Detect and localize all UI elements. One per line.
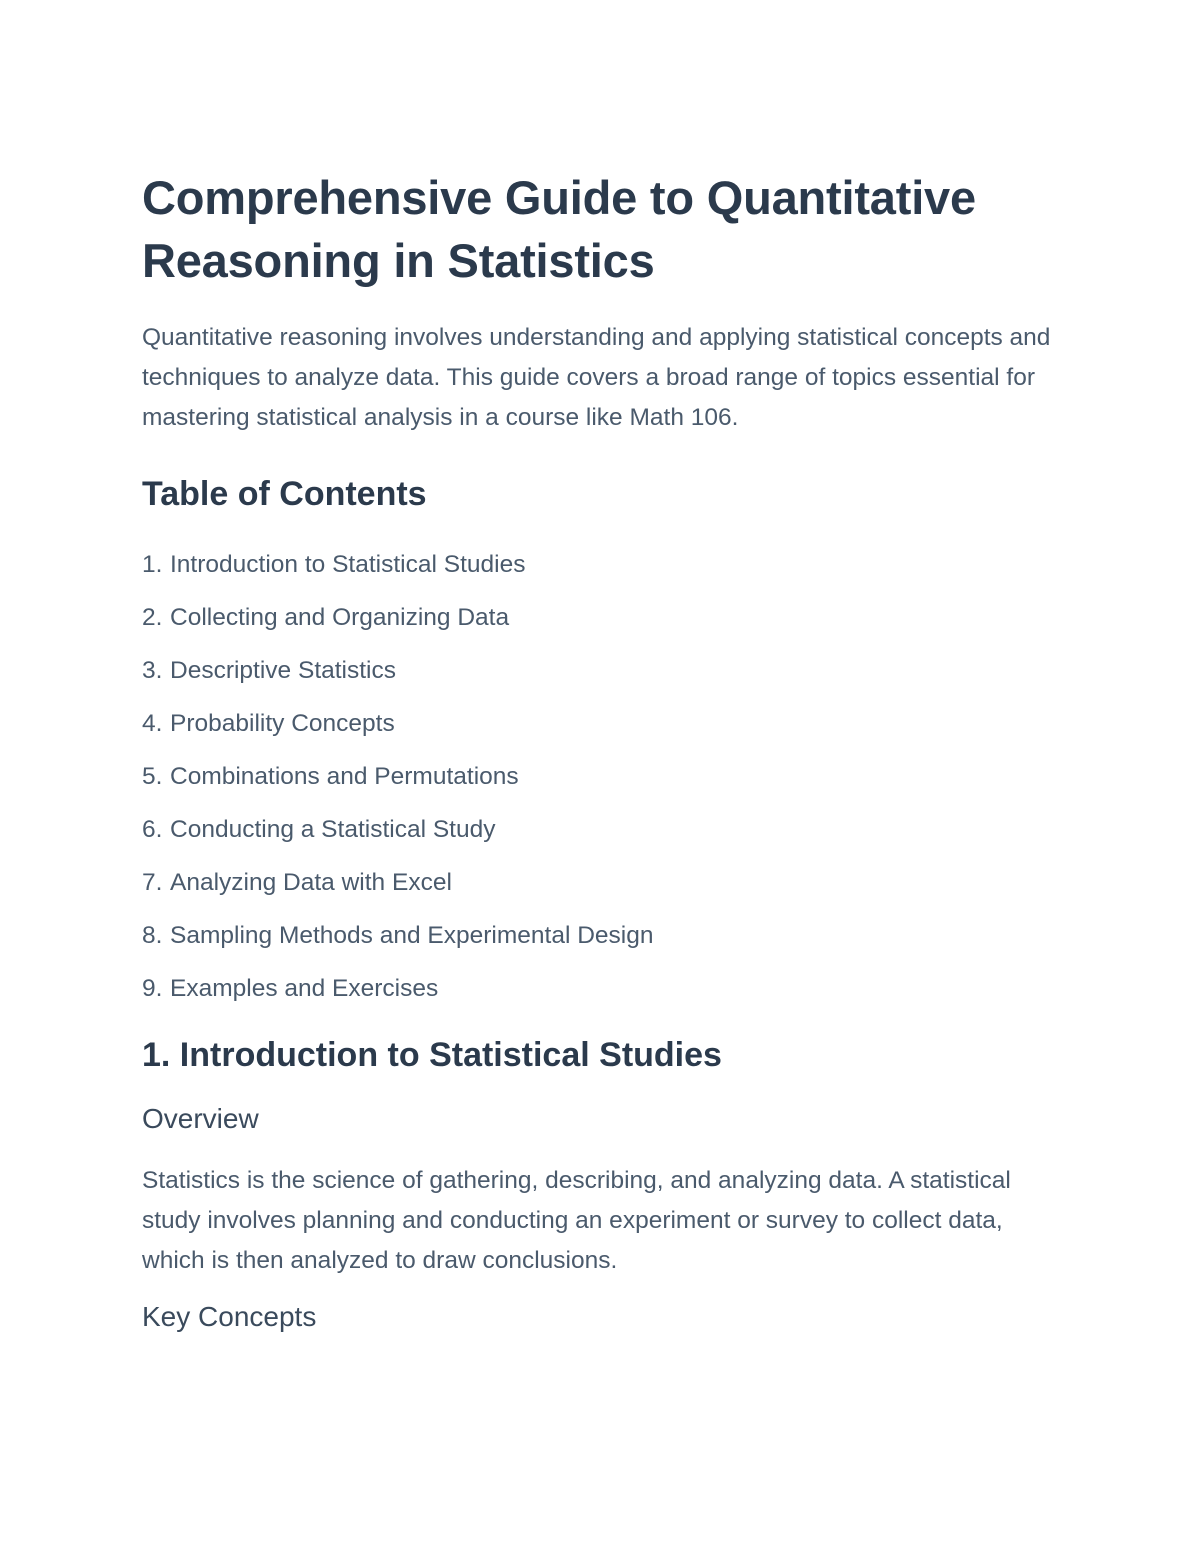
key-concepts-heading: Key Concepts (142, 1301, 317, 1332)
table-of-contents (142, 538, 1060, 1015)
toc-item[interactable] (142, 697, 1060, 750)
toc-item-label: Combinations and Permutations (170, 763, 519, 790)
toc-item[interactable] (142, 962, 1060, 1015)
toc-item-number: 6. (142, 816, 163, 843)
toc-item[interactable] (142, 803, 1060, 856)
toc-item-number: 3. (142, 657, 163, 684)
toc-item-label: Sampling Methods and Experimental Design (170, 922, 654, 949)
toc-item[interactable] (142, 538, 1060, 591)
toc-item-label: Probability Concepts (170, 710, 395, 737)
toc-item-label: Descriptive Statistics (170, 657, 397, 684)
toc-item-number: 1. (142, 551, 163, 578)
toc-item-label: Collecting and Organizing Data (170, 604, 510, 631)
toc-item-number: 7. (142, 869, 163, 896)
section-heading: 1. Introduction to Statistical Studies (142, 1036, 722, 1074)
toc-item-label: Examples and Exercises (170, 975, 439, 1002)
intro-paragraph: Quantitative reasoning involves understanding and applying statistical concepts and techniques to analyze data. This guide covers a broad range of topics essential for mastering statistical analysis in a course like Math 106. (142, 324, 1051, 431)
toc-item-label: Conducting a Statistical Study (170, 816, 496, 843)
toc-item-number: 8. (142, 922, 163, 949)
overview-paragraph: Statistics is the science of gathering, describing, and analyzing data. A statistical study involves planning and conducting an experiment or survey to collect data, which is then analyzed to draw conclusions. (142, 1167, 1011, 1274)
toc-item[interactable] (142, 591, 1060, 644)
document-title: Comprehensive Guide to Quantitative Reasoning in Statistics (142, 171, 976, 287)
overview-heading: Overview (142, 1103, 259, 1134)
toc-item[interactable] (142, 644, 1060, 697)
toc-item-label: Introduction to Statistical Studies (170, 551, 526, 578)
toc-item[interactable] (142, 856, 1060, 909)
toc-item-label: Analyzing Data with Excel (170, 869, 452, 896)
toc-item-number: 9. (142, 975, 163, 1002)
toc-item[interactable] (142, 909, 1060, 962)
toc-item-number: 2. (142, 604, 163, 631)
toc-item[interactable] (142, 750, 1060, 803)
toc-item-number: 5. (142, 763, 163, 790)
toc-item-number: 4. (142, 710, 163, 737)
toc-heading: Table of Contents (142, 475, 427, 513)
